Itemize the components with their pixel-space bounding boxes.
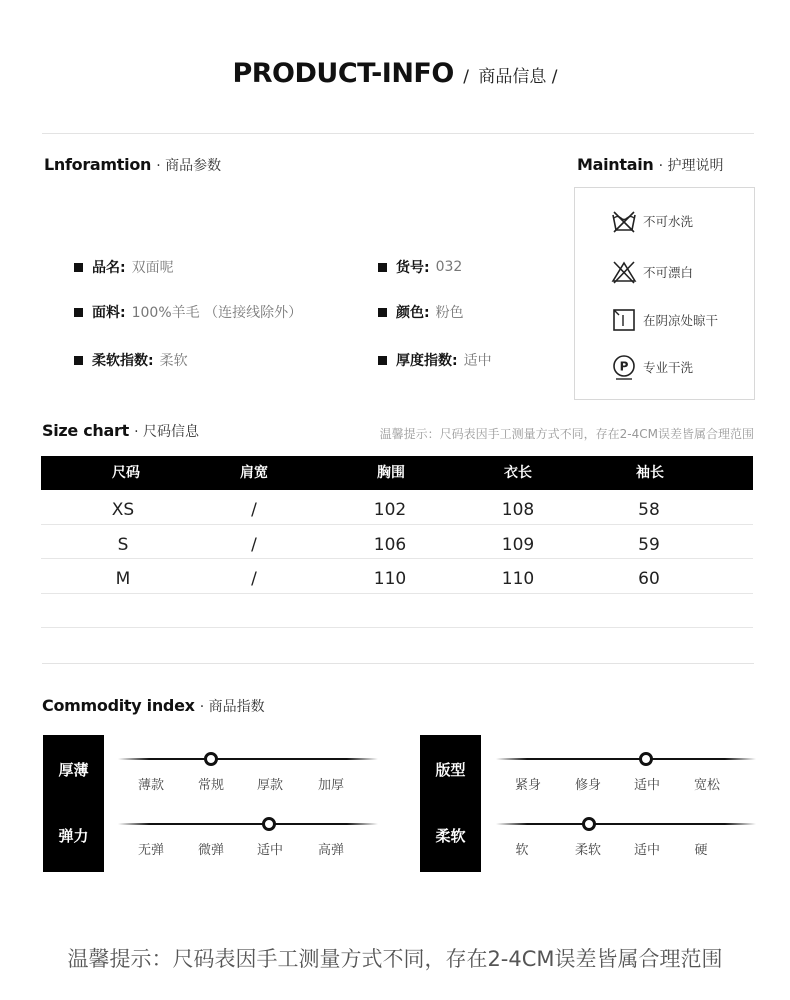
info-value: 柔软	[159, 353, 188, 369]
divider	[42, 663, 754, 664]
bullet-square-icon	[74, 356, 83, 365]
bullet-square-icon	[378, 263, 387, 272]
info-item-softness	[74, 350, 188, 370]
info-title-en: Lnforamtion	[44, 155, 152, 174]
index-option: 常规	[197, 778, 225, 793]
table-row	[41, 490, 753, 525]
index-option: 硬	[694, 843, 708, 858]
index-option: 加厚	[317, 778, 345, 793]
info-label: 厚度指数:	[396, 353, 458, 369]
page-title-en: PRODUCT-INFO	[232, 58, 454, 89]
table-cell: 109	[501, 534, 535, 555]
index-scale-line	[496, 823, 756, 825]
index-option: 适中	[633, 843, 661, 858]
size-title-en: Size chart	[42, 421, 129, 440]
size-table	[41, 456, 753, 628]
care-label: 在阴凉处晾干	[643, 313, 719, 328]
page-title	[0, 58, 790, 89]
maintain-title-en: Maintain	[577, 155, 654, 174]
footer-note: 温馨提示：尺码表因手工测量方式不同，存在2-4CM误差皆属合理范围	[67, 947, 723, 971]
index-scale-marker	[204, 752, 218, 766]
table-cell: 59	[638, 534, 660, 555]
index-option: 紧身	[514, 778, 542, 793]
table-cell: 106	[373, 534, 407, 555]
bullet-square-icon	[74, 308, 83, 317]
index-scale-line	[118, 823, 378, 825]
column-header: 肩宽	[240, 465, 268, 481]
index-option: 柔软	[574, 843, 602, 858]
size-note: 温馨提示：尺码表因手工测量方式不同，存在2-4CM误差皆属合理范围	[379, 427, 754, 441]
size-section-title	[42, 421, 199, 441]
table-row	[41, 559, 753, 594]
bullet-square-icon	[378, 308, 387, 317]
care-label: 不可水洗	[643, 214, 694, 229]
column-header: 尺码	[112, 465, 140, 481]
care-item	[611, 259, 693, 285]
table-cell: 60	[638, 569, 660, 589]
table-cell: 108	[501, 500, 535, 520]
info-value: 适中	[463, 353, 492, 369]
index-scale-marker	[262, 817, 276, 831]
info-value: 粉色	[435, 305, 464, 321]
index-option: 高弹	[317, 843, 345, 858]
column-header: 衣长	[504, 465, 532, 481]
index-label-thickness: 厚薄	[43, 752, 104, 786]
maintain-title-cn: · 护理说明	[658, 158, 724, 174]
column-header: 袖长	[636, 465, 664, 481]
professional-dry-clean-icon	[611, 354, 637, 380]
table-cell: /	[251, 500, 257, 520]
no-bleach-icon	[611, 259, 637, 285]
index-scale-marker	[639, 752, 653, 766]
table-cell: 58	[638, 500, 660, 520]
info-item-name	[74, 257, 174, 277]
info-item-sku	[378, 257, 462, 277]
column-header: 胸围	[377, 465, 405, 481]
commodity-title-en: Commodity index	[42, 696, 195, 715]
index-option: 适中	[633, 778, 661, 793]
index-option: 软	[515, 843, 529, 858]
info-value: 双面呢	[131, 260, 174, 276]
bullet-square-icon	[378, 356, 387, 365]
page-title-sep: /	[457, 67, 475, 87]
bullet-square-icon	[74, 263, 83, 272]
info-label: 面料:	[92, 305, 126, 321]
care-item	[611, 307, 718, 333]
info-label: 货号:	[396, 260, 430, 276]
info-title-cn: · 商品参数	[156, 158, 222, 174]
size-title-cn: · 尺码信息	[134, 424, 199, 440]
divider	[42, 133, 754, 134]
care-instructions-box	[574, 187, 755, 400]
care-item	[611, 354, 693, 380]
table-row	[41, 525, 753, 560]
table-cell: 110	[373, 569, 407, 589]
info-label: 品名:	[92, 260, 126, 276]
index-option: 适中	[256, 843, 284, 858]
index-scale-line	[118, 758, 378, 760]
info-label: 柔软指数:	[92, 353, 154, 369]
info-item-color	[378, 302, 464, 322]
table-cell: 110	[501, 569, 535, 589]
info-value: 100%羊毛 （连接线除外）	[131, 305, 303, 321]
no-wash-icon	[611, 208, 637, 234]
index-scale-marker	[582, 817, 596, 831]
index-label-fit: 版型	[420, 752, 481, 786]
table-cell: 102	[373, 500, 407, 520]
info-label: 颜色:	[396, 305, 430, 321]
shade-dry-icon	[611, 307, 637, 333]
table-cell: /	[251, 569, 257, 589]
care-label: 不可漂白	[643, 265, 694, 280]
info-value: 032	[435, 259, 463, 275]
index-option: 修身	[574, 778, 602, 793]
care-label: 专业干洗	[643, 360, 694, 375]
commodity-title-cn: · 商品指数	[199, 699, 265, 715]
table-cell: S	[117, 534, 129, 555]
svg-text:P: P	[619, 359, 629, 374]
commodity-section-title	[42, 696, 265, 716]
page-title-cn: 商品信息 /	[478, 67, 558, 87]
table-row-empty	[41, 594, 753, 629]
table-header	[41, 456, 753, 490]
info-section-title	[44, 155, 221, 175]
index-label-softness: 柔软	[420, 818, 481, 852]
table-cell: M	[115, 569, 131, 589]
info-item-thickness	[378, 350, 492, 370]
index-scale-line	[496, 758, 756, 760]
care-item	[611, 208, 693, 234]
maintain-section-title	[577, 155, 724, 175]
info-item-fabric	[74, 302, 302, 322]
table-cell: /	[251, 534, 257, 555]
index-option: 无弹	[137, 843, 165, 858]
index-option: 微弹	[197, 843, 225, 858]
index-option: 宽松	[693, 778, 721, 793]
index-option: 薄款	[137, 778, 165, 793]
index-label-elasticity: 弹力	[43, 818, 104, 852]
table-cell: XS	[111, 500, 135, 520]
index-option: 厚款	[256, 778, 284, 793]
